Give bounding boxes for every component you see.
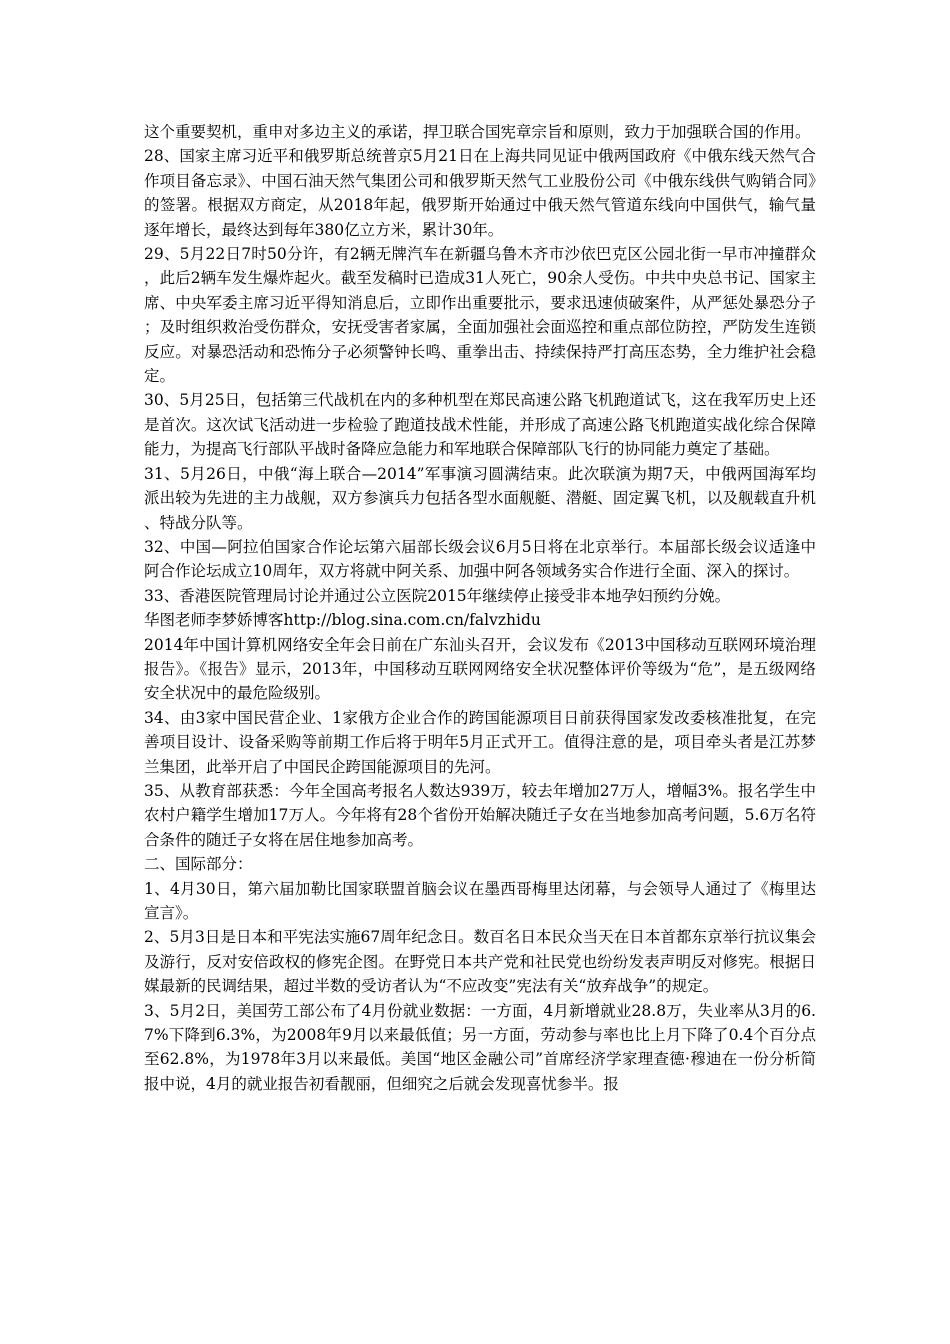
paragraph-intl-2: 2、5月3日是日本和平宪法实施67周年纪念日。数百名日本民众当天在日本首都东京举行抗议集会及游行，反对安倍政权的修宪企图。在野党日本共产党和社民党也纷纷发表声明反对修宪。根据日媒最新的民调结果，超过半数的受访者认为“不应改变”宪法有关“放弃战争”的规定。 [144,928,816,996]
paragraph-item-30: 30、5月25日，包括第三代战机在内的多种机型在郑民高速公路飞机跑道试飞，这在我军历史上还是首次。这次试飞活动进一步检验了跑道技战术性能，并形成了高速公路飞机跑道实战化综合保障能力，为提高飞行部队平战时备降应急能力和军地联合保障部队飞行的协同能力奠定了基础。 [144,391,816,459]
paragraph-item-28: 28、国家主席习近平和俄罗斯总统普京5月21日在上海共同见证中俄两国政府《中俄东线天然气合作项目备忘录》、中国石油天然气集团公司和俄罗斯天然气工业股份公司《中俄东线供气购销合同》的签署。根据双方商定，从2018年起，俄罗斯开始通过中俄天然气管道东线向中国供气，输气量逐年增长，最终达到每年380亿立方米，累计30年。 [144,147,816,239]
paragraph-item-35: 35、从教育部获悉：今年全国高考报名人数达939万，较去年增加27万人，增幅3%。报名学生中农村户籍学生增加17万人。今年将有28个省份开始解决随迁子女在当地参加高考问题，5.6万名符合条件的随迁子女将在居住地参加高考。 [144,781,816,849]
paragraph-item-34: 34、由3家中国民营企业、1家俄方企业合作的跨国能源项目日前获得国家发改委核准批复，在完善项目设计、设备采购等前期工作后将于明年5月正式开工。值得注意的是，项目牵头者是江苏梦兰集团，此举开启了中国民企跨国能源项目的先河。 [144,708,816,776]
paragraph-item-31: 31、5月26日，中俄“海上联合—2014”军事演习圆满结束。此次联演为期7天，中俄两国海军均派出较为先进的主力战舰，双方参演兵力包括各型水面舰艇、潜艇、固定翼飞机，以及舰载直升机、特战分队等。 [144,464,816,532]
document-page [144,120,816,1096]
section-heading-international: 二、国际部分： [144,855,253,874]
paragraph-item-32: 32、中国—阿拉伯国家合作论坛第六届部长级会议6月5日将在北京举行。本届部长级会议适逢中阿合作论坛成立10周年，双方将就中阿关系、加强中阿各领域务实合作进行全面、深入的探讨。 [144,537,816,581]
paragraph-intl-3: 3、5月2日，美国劳工部公布了4月份就业数据：一方面，4月新增就业28.8万，失业率从3月的6.7%下降到6.3%，为2008年9月以来最低值；另一方面，劳动参与率也比上月下降了0.4个百分点至62.8%，为1978年3月以来最低。美国“地区金融公司”首席经济学家理查德·穆迪在一份分析简报中说，4月的就业报告初看靓丽，但细究之后就会发现喜忧参半。报 [144,1001,816,1093]
paragraph-un-role: 这个重要契机，重申对多边主义的承诺，捍卫联合国宪章宗旨和原则，致力于加强联合国的作用。 [144,123,811,141]
paragraph-network-security: 2014年中国计算机网络安全年会日前在广东汕头召开，会议发布《2013中国移动互联网环境治理报告》。《报告》显示，2013年，中国移动互联网网络安全状况整体评价等级为“危”，是五级网络安全状况中的最危险级别。 [144,635,816,703]
paragraph-item-33: 33、香港医院管理局讨论并通过公立医院2015年继续停止接受非本地孕妇预约分娩。 [144,586,731,605]
blog-credit-line: 华图老师李梦娇博客http://blog.sina.com.cn/falvzhidu [144,611,541,630]
paragraph-intl-1: 1、4月30日，第六届加勒比国家联盟首脑会议在墨西哥梅里达闭幕，与会领导人通过了《梅里达宣言》。 [144,879,816,922]
paragraph-item-29: 29、5月22日7时50分许，有2辆无牌汽车在新疆乌鲁木齐市沙依巴克区公园北街一早市冲撞群众，此后2辆车发生爆炸起火。截至发稿时已造成31人死亡，90余人受伤。中共中央总书记、国家主席、中央军委主席习近平得知消息后，立即作出重要批示，要求迅速侦破案件，从严惩处暴恐分子；及时组织救治受伤群众，安抚受害者家属，全面加强社会面巡控和重点部位防控，严防发生连锁反应。对暴恐活动和恐怖分子必须警钟长鸣、重拳出击、持续保持严打高压态势，全力维护社会稳定。 [144,245,816,386]
